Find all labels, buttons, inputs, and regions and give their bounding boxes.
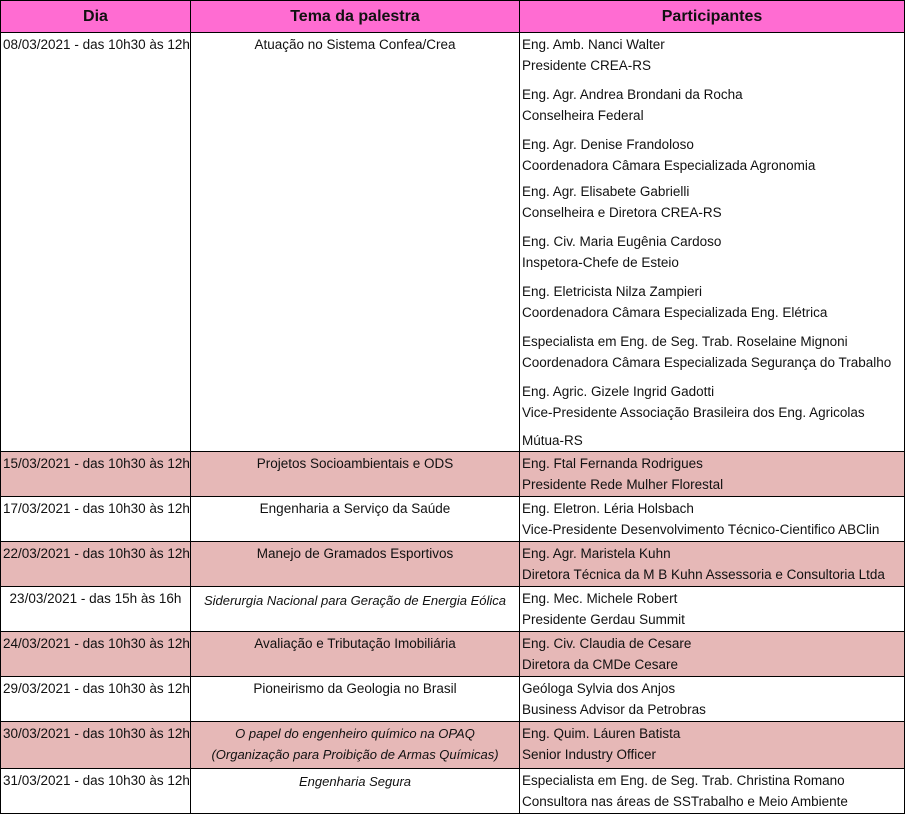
tema-cell: Manejo de Gramados Esportivos [191,542,520,587]
participantes-cell [520,452,905,497]
table-row [1,677,905,722]
header-row [1,1,905,33]
participant-role: Vice-Presidente Desenvolvimento Técnico-Cientifico ABClin [522,522,880,537]
participantes-cell [520,497,905,542]
participantes-cell [520,677,905,722]
participant-name: Eng. Agr. Elisabete Gabrielli [522,184,690,199]
participant-role: Coordenadora Câmara Especializada Eng. Elétrica [522,305,828,320]
participant-role: Coordenadora Câmara Especializada Agronomia [522,158,816,173]
dia-cell: 23/03/2021 - das 15h às 16h [1,587,191,632]
participant-role: Inspetora-Chefe de Esteio [522,255,679,270]
participantes-cell [520,632,905,677]
tema-cell: Engenharia a Serviço da Saúde [191,497,520,542]
participantes-cell [520,769,905,814]
dia-cell: 30/03/2021 - das 10h30 às 12h [1,722,191,769]
participant-role: Coordenadora Câmara Especializada Segurança do Trabalho [522,355,892,370]
participant-name: Especialista em Eng. de Seg. Trab. Roselaine Mignoni [522,334,848,349]
dia-cell: 08/03/2021 - das 10h30 às 12h [1,33,191,452]
participant-role: Presidente CREA-RS [522,58,652,73]
participantes-cell [520,33,905,452]
participant [522,331,902,373]
participantes-cell [520,587,905,632]
participantes-cell [520,542,905,587]
table-row [1,33,905,452]
dia-cell: 15/03/2021 - das 10h30 às 12h [1,452,191,497]
table-row [1,497,905,542]
participant [522,181,902,223]
participant-role: Consultora nas áreas de SSTrabalho e Meio Ambiente [522,794,848,809]
participant-name: Eng. Eletron. Léria Holsbach [522,501,694,516]
table-row [1,632,905,677]
participant-name: Eng. Agr. Maristela Kuhn [522,546,671,561]
participant-role: Business Advisor da Petrobras [522,702,706,717]
participantes-cell [520,722,905,769]
participant-role: Vice-Presidente Associação Brasileira dos Eng. Agricolas [522,405,865,420]
participant-name: Eng. Ftal Fernanda Rodrigues [522,456,703,471]
participant-name: Eng. Agr. Denise Frandoloso [522,137,694,152]
participant-role: Senior Industry Officer [522,747,657,762]
table-row [1,769,905,814]
participant-name: Eng. Mec. Michele Robert [522,591,678,606]
participant-name: Eng. Civ. Claudia de Cesare [522,636,692,651]
tema-cell: Engenharia Segura [191,769,520,814]
participant-org: Mútua-RS [522,433,583,448]
table-row [1,542,905,587]
tema-cell: O papel do engenheiro químico na OPAQ (Organização para Proibição de Armas Químicas) [191,722,520,769]
dia-cell: 31/03/2021 - das 10h30 às 12h [1,769,191,814]
tema-cell: Atuação no Sistema Confea/Crea [191,33,520,452]
header-tema: Tema da palestra [191,1,520,33]
header-participantes: Participantes [520,1,905,33]
participant [522,381,902,451]
table-row [1,722,905,769]
dia-cell: 17/03/2021 - das 10h30 às 12h [1,497,191,542]
tema-cell: Projetos Socioambientais e ODS [191,452,520,497]
table-row [1,452,905,497]
participant [522,281,902,323]
participant-name: Geóloga Sylvia dos Anjos [522,681,676,696]
participant-role: Conselheira e Diretora CREA-RS [522,205,722,220]
participant-name: Eng. Agr. Andrea Brondani da Rocha [522,87,743,102]
header-dia: Dia [1,1,191,33]
participant-role: Diretora Técnica da M B Kuhn Assessoria e Consultoria Ltda [522,567,885,582]
participant [522,84,902,126]
participant [522,34,902,76]
participant-name: Eng. Civ. Maria Eugênia Cardoso [522,234,722,249]
participant-name: Eng. Quim. Láuren Batista [522,726,681,741]
tema-cell: Siderurgia Nacional para Geração de Energia Eólica [191,587,520,632]
dia-cell: 22/03/2021 - das 10h30 às 12h [1,542,191,587]
dia-cell: 29/03/2021 - das 10h30 às 12h [1,677,191,722]
participant-name: Eng. Agric. Gizele Ingrid Gadotti [522,384,715,399]
participant [522,231,902,273]
participant-name: Eng. Eletricista Nilza Zampieri [522,284,703,299]
dia-cell: 24/03/2021 - das 10h30 às 12h [1,632,191,677]
participant-role: Conselheira Federal [522,108,644,123]
participant-role: Presidente Rede Mulher Florestal [522,477,724,492]
participant-name: Eng. Amb. Nanci Walter [522,37,665,52]
tema-cell: Pioneirismo da Geologia no Brasil [191,677,520,722]
participant [522,134,902,176]
participant-name: Especialista em Eng. de Seg. Trab. Christina Romano [522,773,845,788]
participant-role: Diretora da CMDe Cesare [522,657,679,672]
tema-cell: Avaliação e Tributação Imobiliária [191,632,520,677]
participant-role: Presidente Gerdau Summit [522,612,685,627]
table-row [1,587,905,632]
